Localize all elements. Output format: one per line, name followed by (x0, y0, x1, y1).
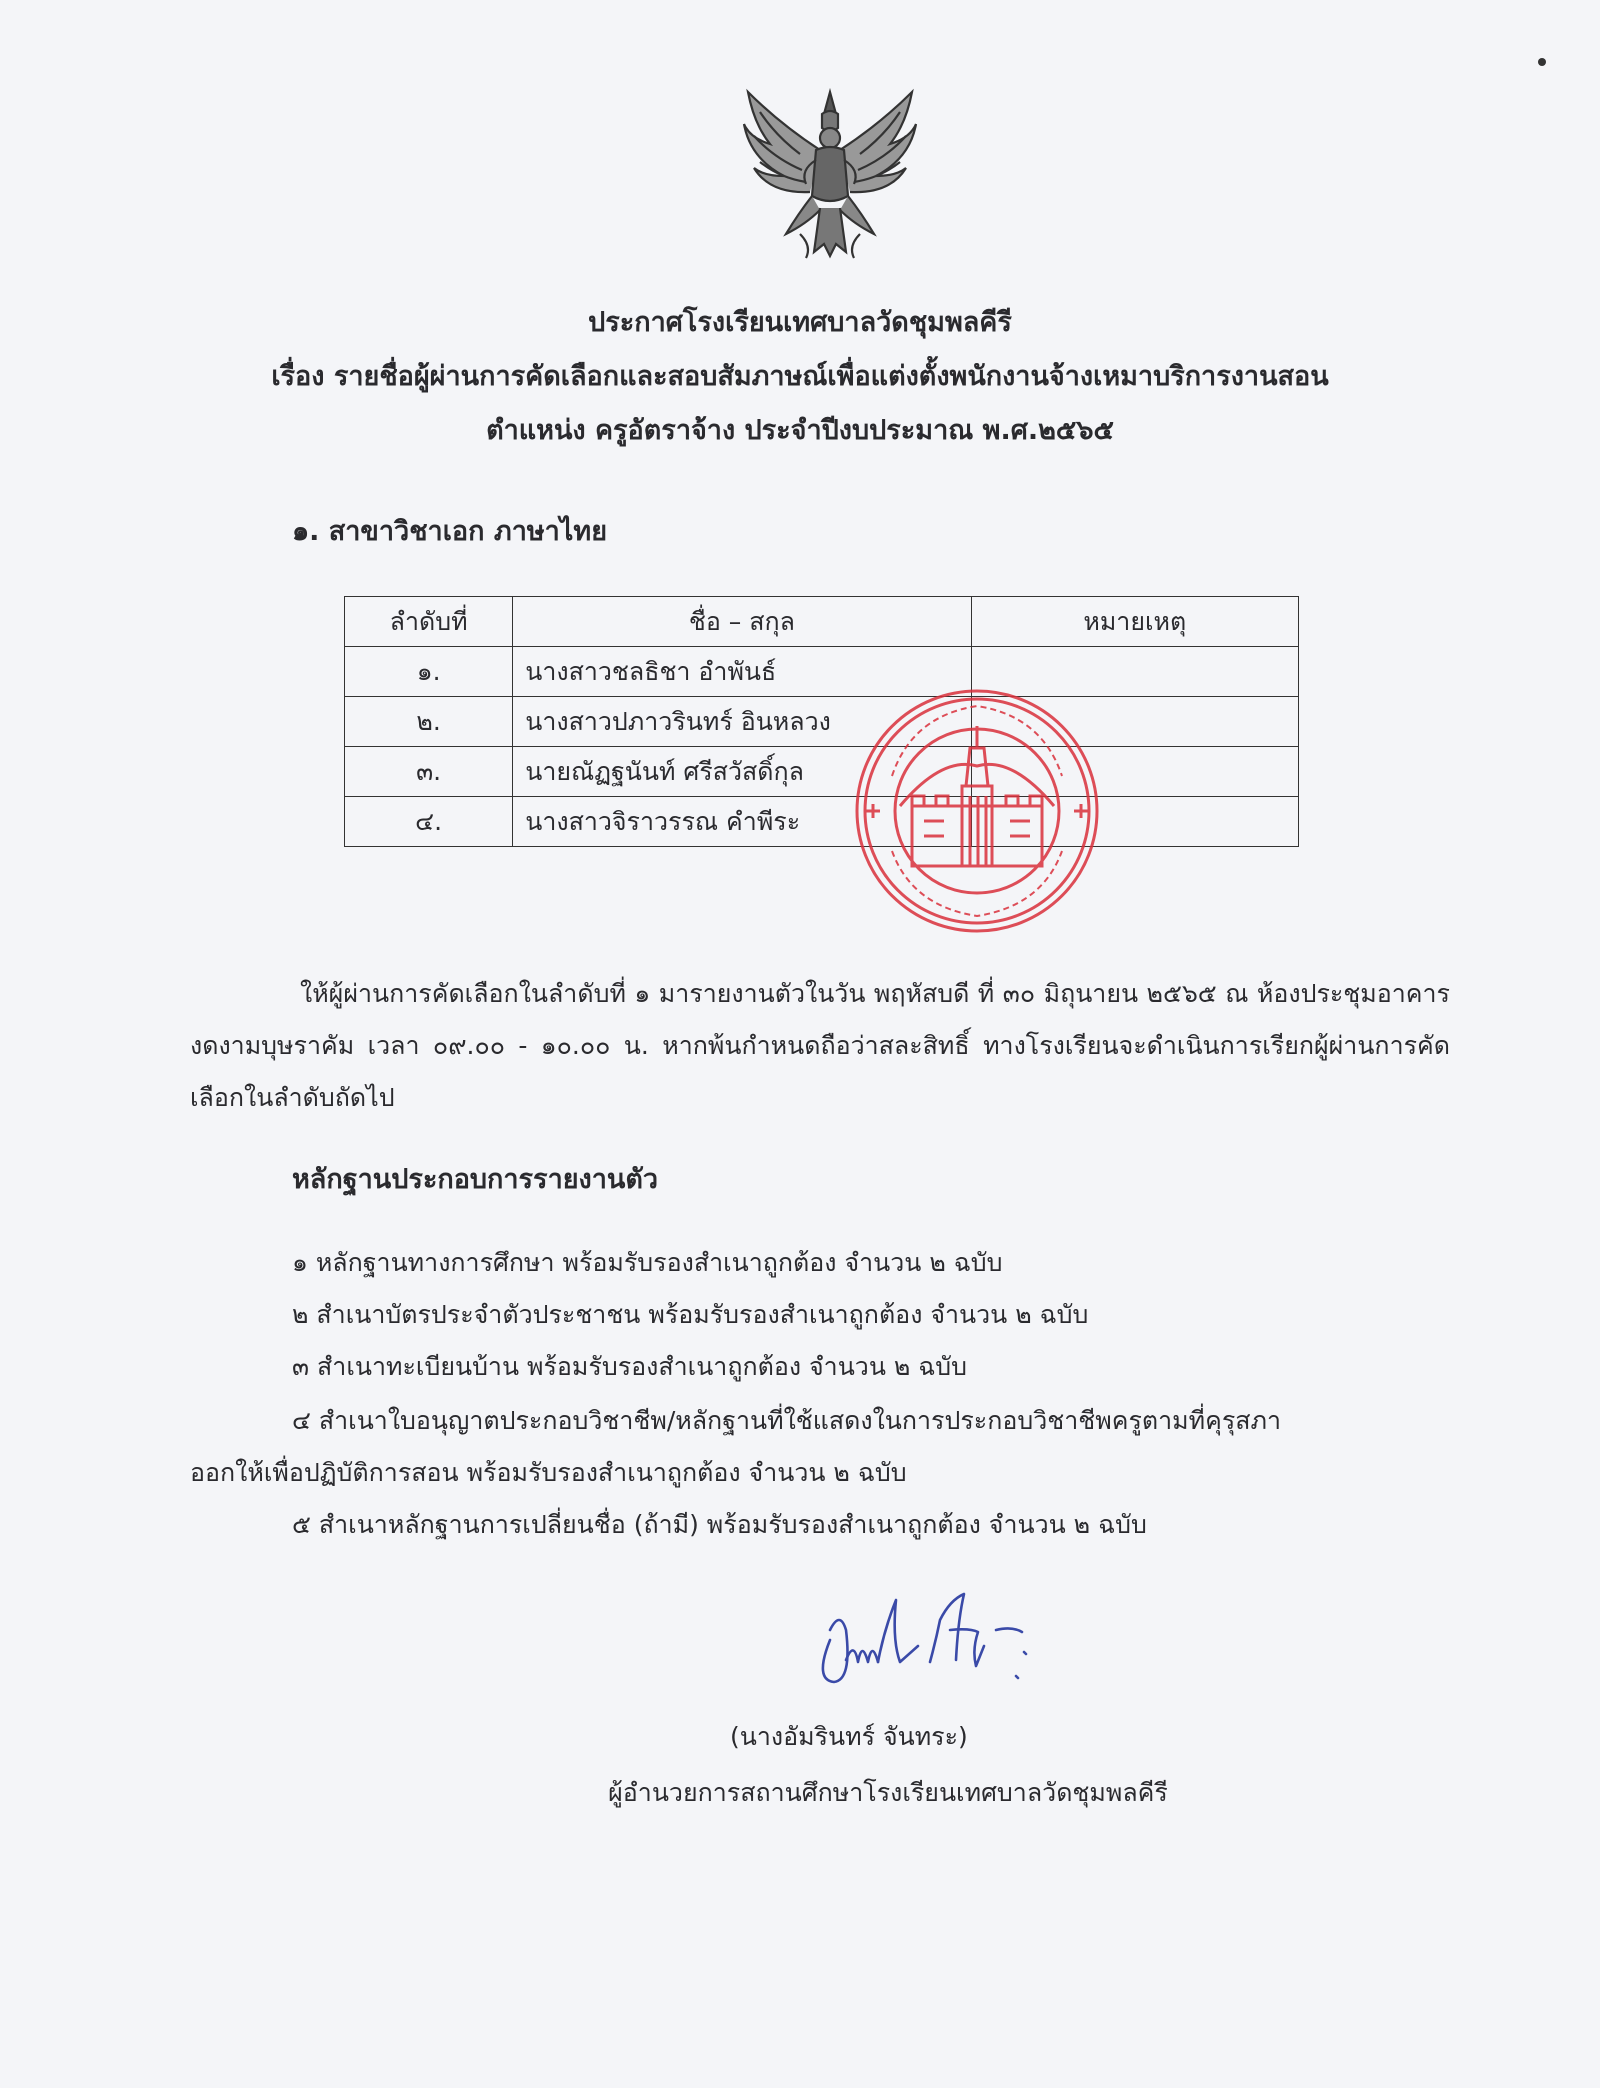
signatory-position: ผู้อำนวยการสถานศึกษาโรงเรียนเทศบาลวัดชุมพลคีรี (608, 1778, 1168, 1807)
column-header-name: ชื่อ – สกุล (513, 597, 971, 647)
school-seal-stamp-icon (852, 686, 1102, 936)
candidate-table (344, 596, 1299, 847)
table-row (345, 747, 1299, 797)
ink-dot (1538, 58, 1546, 66)
candidate-name: นางสาวชลธิชา อำพันธ์ (513, 647, 971, 697)
garuda-emblem-icon (740, 84, 920, 264)
row-number: ๔. (345, 797, 513, 847)
evidence-item-continued: ออกให้เพื่อปฏิบัติการสอน พร้อมรับรองสำเนาถูกต้อง จำนวน ๒ ฉบับ (190, 1458, 907, 1487)
evidence-item: ๒ สำเนาบัตรประจำตัวประชาชน พร้อมรับรองสำเนาถูกต้อง จำนวน ๒ ฉบับ (292, 1300, 1089, 1329)
candidate-name: นายณัฏฐนันท์ ศรีสวัสดิ์กุล (513, 747, 971, 797)
handwritten-signature-icon (800, 1570, 1040, 1700)
document-page: ประกาศโรงเรียนเทศบาลวัดชุมพลคีรี เรื่อง รายชื่อผู้ผ่านการคัดเลือกและสอบสัมภาษณ์เพื่อแต่งตั้งพนักงานจ้างเหมาบริการงานสอน ตำแหน่ง ครูอัตราจ้าง ประจำปีงบประมาณ พ.ศ.๒๕๖๕ ๑. สาขาวิชาเอก ภาษาไทย ลำดับที่ ชื่อ – สกุล หมายเหตุ ๑. นางสาวชลธิชา อำพันธ์ ๒. นางสาวปภาวรินทร์ อินหลวง ๓. นายณัฏฐนันท์ ศรีสวัสดิ์กุล ๔. นางสาวจิราวรรณ คำพีระ ให้ผู้ผ่านการคัดเลือกในลำดับที่ ๑ มารายงานตัวในวัน พฤหัสบดี ที่ ๓๐ มิถุนายน ๒๕๖๕ ณ ห้องประชุมอาคารงดงามบุษราคัม เวลา ๐๙.๐๐ - ๑๐.๐๐ น. หากพ้นกำหนดถือว่าสละสิทธิ์ ทางโรงเรียนจะดำเนินการเรียกผู้ผ่านการคัดเลือกในลำดับถัดไป หลักฐานประกอบการรายงานตัว ๑ หลักฐานทางการศึกษา พร้อมรับรองสำเนาถูกต้อง จำนวน ๒ ฉบับ ๒ สำเนาบัตรประจำตัวประชาชน พร้อมรับรองสำเนาถูกต้อง จำนวน ๒ ฉบับ ๓ สำเนาทะเบียนบ้าน พร้อมรับรองสำเนาถูกต้อง จำนวน ๒ ฉบับ ๔ สำเนาใบอนุญาตประกอบวิชาชีพ/หลักฐานที่ใช้แสดงในการประกอบวิชาชีพครูตามที่คุรุสภา ออกให้เพื่อปฏิบัติการสอน พร้อมรับรองสำเนาถูกต้อง จำนวน ๒ ฉบับ ๕ สำเนาหลักฐานการเปลี่ยนชื่อ (ถ้ามี) พร้อมรับรองสำเนาถูกต้อง จำนวน ๒ ฉบับ (นางอัมรินทร์ จันทระ) ผู้อำนวยการสถานศึกษาโรงเรียนเทศบาลวัดชุมพลคีรี (0, 0, 1600, 2088)
evidence-item: ๔ สำเนาใบอนุญาตประกอบวิชาชีพ/หลักฐานที่ใช้แสดงในการประกอบวิชาชีพครูตามที่คุรุสภา (292, 1406, 1282, 1435)
candidate-name: นางสาวจิราวรรณ คำพีระ (513, 797, 971, 847)
evidence-title: หลักฐานประกอบการรายงานตัว (292, 1164, 659, 1195)
row-number: ๒. (345, 697, 513, 747)
row-number: ๑. (345, 647, 513, 697)
evidence-item: ๓ สำเนาทะเบียนบ้าน พร้อมรับรองสำเนาถูกต้อง จำนวน ๒ ฉบับ (292, 1352, 968, 1381)
column-header-note: หมายเหตุ (971, 597, 1298, 647)
section-title: ๑. สาขาวิชาเอก ภาษาไทย (292, 516, 608, 547)
evidence-item: ๑ หลักฐานทางการศึกษา พร้อมรับรองสำเนาถูกต้อง จำนวน ๒ ฉบับ (292, 1248, 1003, 1277)
row-number: ๓. (345, 747, 513, 797)
announcement-subject: เรื่อง รายชื่อผู้ผ่านการคัดเลือกและสอบสัมภาษณ์เพื่อแต่งตั้งพนักงานจ้างเหมาบริการงานสอน (271, 361, 1329, 392)
table-row (345, 697, 1299, 747)
table-row (345, 647, 1299, 697)
column-header-order: ลำดับที่ (345, 597, 513, 647)
reporting-notice: ให้ผู้ผ่านการคัดเลือกในลำดับที่ ๑ มารายงานตัวในวัน พฤหัสบดี ที่ ๓๐ มิถุนายน ๒๕๖๕ ณ ห้องประชุมอาคารงดงามบุษราคัม เวลา ๐๙.๐๐ - ๑๐.๐๐ น. หากพ้นกำหนดถือว่าสละสิทธิ์ ทางโรงเรียนจะดำเนินการเรียกผู้ผ่านการคัดเลือกในลำดับถัดไป (190, 979, 1450, 1112)
announcement-title: ประกาศโรงเรียนเทศบาลวัดชุมพลคีรี (588, 307, 1012, 338)
table-header-row (345, 597, 1299, 647)
candidate-name: นางสาวปภาวรินทร์ อินหลวง (513, 697, 971, 747)
table-row (345, 797, 1299, 847)
announcement-position: ตำแหน่ง ครูอัตราจ้าง ประจำปีงบประมาณ พ.ศ.๒๕๖๕ (486, 415, 1114, 446)
evidence-item: ๕ สำเนาหลักฐานการเปลี่ยนชื่อ (ถ้ามี) พร้อมรับรองสำเนาถูกต้อง จำนวน ๒ ฉบับ (292, 1510, 1147, 1539)
